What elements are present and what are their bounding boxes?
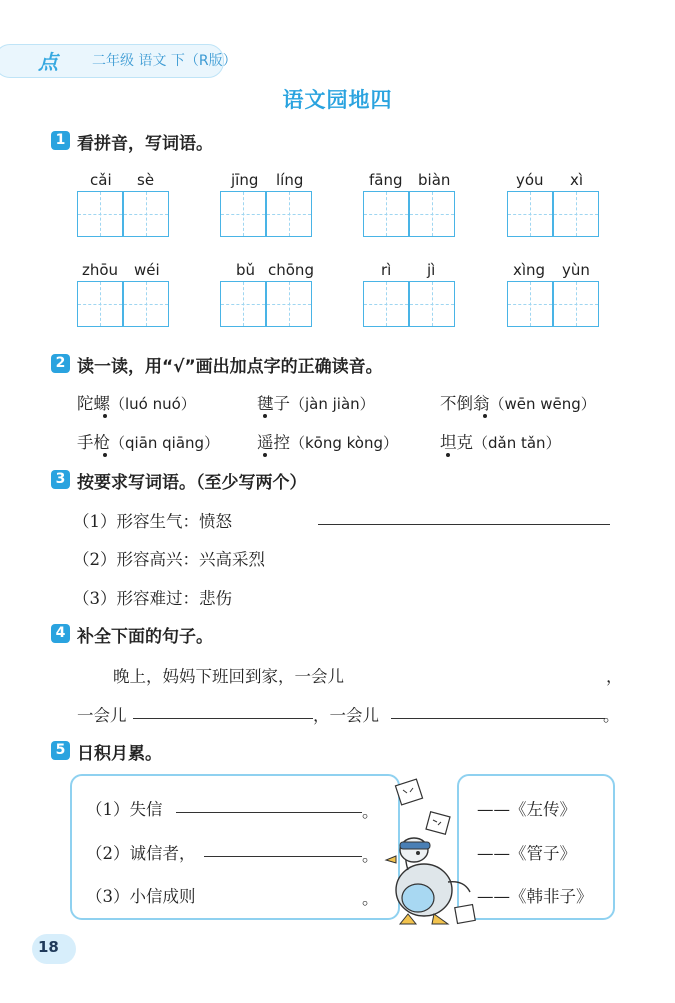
period: 。 — [362, 846, 379, 865]
question-3-text: 按要求写词语。（至少写两个） — [77, 473, 307, 493]
quote-item: （3）小信成则 — [86, 887, 196, 906]
emphasis-dot — [103, 453, 107, 457]
word: 不倒翁 — [440, 394, 490, 413]
writing-box[interactable] — [507, 281, 553, 327]
writing-box[interactable] — [77, 281, 123, 327]
quote-source: ——《韩非子》 — [477, 887, 593, 906]
pinyin: sè — [137, 171, 155, 189]
writing-box[interactable] — [409, 191, 455, 237]
question-number-5: 5 — [51, 741, 70, 760]
word: 手枪 — [77, 433, 110, 452]
question-5-text: 日积月累。 — [77, 744, 162, 764]
answer-line[interactable] — [391, 718, 605, 719]
emphasis-dot — [483, 414, 487, 418]
writing-box[interactable] — [77, 191, 123, 237]
pinyin: yùn — [562, 261, 590, 279]
brand-logo: 点 — [38, 50, 57, 74]
quote-source: ——《左传》 — [477, 800, 576, 819]
pinyin: jīng — [231, 171, 259, 189]
writing-box[interactable] — [123, 191, 169, 237]
writing-box[interactable] — [363, 191, 409, 237]
quote-item: （2）诚信者， — [86, 844, 196, 863]
pinyin: biàn — [418, 171, 451, 189]
pinyin: líng — [276, 171, 304, 189]
word-item — [77, 390, 196, 414]
word-item — [257, 390, 375, 414]
pinyin: fāng — [369, 171, 403, 189]
page-title: 语文园地四 — [282, 88, 393, 112]
writing-box[interactable] — [507, 191, 553, 237]
word: 遥控 — [257, 433, 290, 452]
writing-box[interactable] — [553, 191, 599, 237]
pinyin: yóu — [516, 171, 544, 189]
pinyin-options[interactable]: （luó nuó） — [110, 395, 196, 413]
comma: ， — [606, 667, 623, 686]
pinyin: zhōu — [82, 261, 119, 279]
pinyin-options[interactable]: （qiān qiāng） — [110, 434, 220, 452]
sentence-part: 一会儿 — [77, 706, 127, 725]
question-number-3: 3 — [51, 470, 70, 489]
pinyin: cǎi — [90, 171, 112, 189]
emphasis-dot — [263, 453, 267, 457]
question-number-2: 2 — [51, 354, 70, 373]
quote-item: （1）失信 — [86, 800, 163, 819]
pinyin: xìng — [513, 261, 546, 279]
pinyin-options[interactable]: （wēn wēng） — [489, 395, 596, 413]
pinyin: chōng — [268, 261, 314, 279]
answer-line[interactable] — [176, 812, 362, 813]
question-number-4: 4 — [51, 624, 70, 643]
question-2-text: 读一读，用“√”画出加点字的正确读音。 — [77, 357, 383, 377]
q3-item: （3）形容难过：悲伤 — [73, 589, 232, 608]
period: 。 — [362, 889, 379, 908]
q3-item: （1）形容生气：愤怒 — [73, 512, 232, 531]
answer-line[interactable] — [204, 856, 362, 857]
question-number-1: 1 — [51, 131, 70, 150]
sentence-line-1: 晚上，妈妈下班回到家，一会儿 — [113, 667, 344, 686]
pinyin: bǔ — [236, 261, 256, 279]
answer-line[interactable] — [318, 524, 610, 525]
emphasis-dot — [103, 414, 107, 418]
writing-box[interactable] — [123, 281, 169, 327]
writing-box[interactable] — [220, 281, 266, 327]
word-item — [257, 429, 398, 453]
writing-box[interactable] — [220, 191, 266, 237]
writing-box[interactable] — [409, 281, 455, 327]
writing-box[interactable] — [266, 191, 312, 237]
emphasis-dot — [446, 453, 450, 457]
pinyin: wéi — [134, 261, 160, 279]
pinyin-options[interactable]: （dǎn tǎn） — [473, 434, 561, 452]
sentence-part: ，一会儿 — [313, 706, 379, 725]
writing-box[interactable] — [266, 281, 312, 327]
quote-source: ——《管子》 — [477, 844, 576, 863]
period: 。 — [603, 706, 620, 725]
pinyin: jì — [427, 261, 436, 279]
cartoon-character-illustration — [378, 770, 490, 930]
question-4-text: 补全下面的句子。 — [77, 627, 213, 647]
word: 坦克 — [440, 433, 473, 452]
writing-box[interactable] — [363, 281, 409, 327]
emphasis-dot — [263, 414, 267, 418]
writing-box[interactable] — [553, 281, 599, 327]
pinyin: rì — [381, 261, 392, 279]
pinyin: xì — [570, 171, 584, 189]
question-1-text: 看拼音，写词语。 — [77, 134, 213, 154]
word-item — [440, 429, 561, 453]
page-number: 18 — [38, 938, 59, 956]
pinyin-options[interactable]: （jàn jiàn） — [290, 395, 375, 413]
answer-line[interactable] — [133, 718, 313, 719]
word-item — [440, 390, 596, 414]
word: 陀螺 — [77, 394, 110, 413]
period: 。 — [362, 802, 379, 821]
grade-label: 二年级 语文 下（R版） — [92, 53, 237, 69]
word-item — [77, 429, 219, 453]
word: 毽子 — [257, 394, 290, 413]
q3-item: （2）形容高兴：兴高采烈 — [73, 550, 265, 569]
pinyin-options[interactable]: （kōng kòng） — [290, 434, 399, 452]
